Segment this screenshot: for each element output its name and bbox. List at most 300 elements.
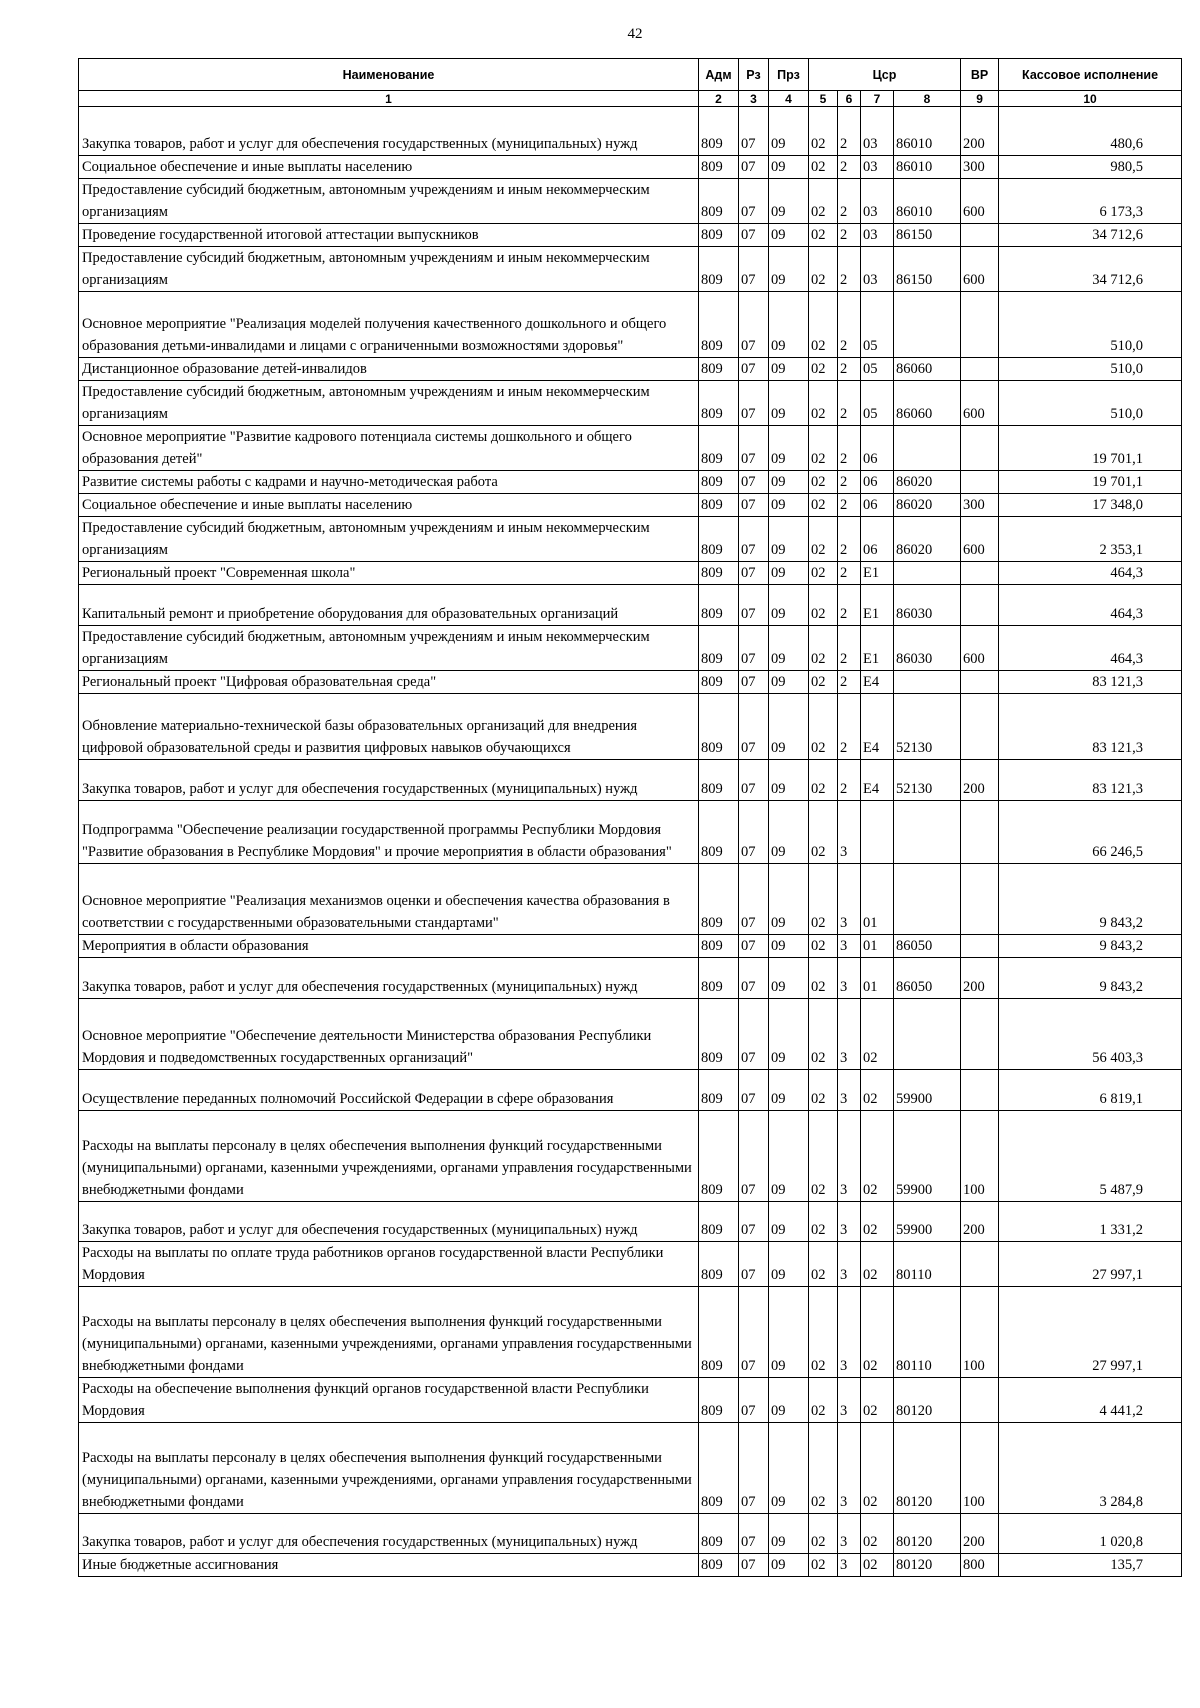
row-csr-direction xyxy=(894,999,961,1070)
table-body xyxy=(79,107,1182,1577)
row-name: Социальное обеспечение и иные выплаты населению xyxy=(79,156,699,179)
header-rz: Рз xyxy=(739,59,769,91)
row-vr: 100 xyxy=(961,1423,999,1514)
table-row xyxy=(79,1070,1182,1111)
row-vr xyxy=(961,358,999,381)
row-rz: 07 xyxy=(739,292,769,358)
row-csr-subprogram: 2 xyxy=(838,760,861,801)
row-csr-subprogram: 2 xyxy=(838,585,861,626)
row-prz: 09 xyxy=(769,1111,809,1202)
row-csr-subprogram: 3 xyxy=(838,999,861,1070)
row-name: Предоставление субсидий бюджетным, автономным учреждениям и иным некоммерческим организациям xyxy=(79,247,699,292)
row-csr-direction: 52130 xyxy=(894,760,961,801)
row-csr-direction: 86150 xyxy=(894,247,961,292)
row-amount: 56 403,3 xyxy=(999,999,1182,1070)
row-prz: 09 xyxy=(769,671,809,694)
row-csr-direction: 59900 xyxy=(894,1070,961,1111)
row-adm: 809 xyxy=(699,426,739,471)
row-vr xyxy=(961,562,999,585)
row-csr-event: 02 xyxy=(861,1287,894,1378)
row-adm: 809 xyxy=(699,381,739,426)
row-vr: 600 xyxy=(961,517,999,562)
row-adm: 809 xyxy=(699,760,739,801)
column-number: 10 xyxy=(999,91,1182,107)
row-prz: 09 xyxy=(769,358,809,381)
row-rz: 07 xyxy=(739,760,769,801)
row-csr-subprogram: 3 xyxy=(838,1514,861,1554)
row-prz: 09 xyxy=(769,224,809,247)
table-row xyxy=(79,1242,1182,1287)
row-csr-event xyxy=(861,801,894,864)
row-vr xyxy=(961,1242,999,1287)
row-rz: 07 xyxy=(739,517,769,562)
row-csr-event: 02 xyxy=(861,1111,894,1202)
row-name: Основное мероприятие "Реализация моделей получения качественного дошкольного и общего образования детьми-инвалидами и лицами с ограниченными возможностями здоровья" xyxy=(79,292,699,358)
table-row xyxy=(79,292,1182,358)
row-csr-program: 02 xyxy=(809,471,838,494)
table-row xyxy=(79,1514,1182,1554)
row-rz: 07 xyxy=(739,1242,769,1287)
row-amount: 5 487,9 xyxy=(999,1111,1182,1202)
row-csr-direction: 59900 xyxy=(894,1202,961,1242)
row-csr-subprogram: 2 xyxy=(838,224,861,247)
row-csr-event: 01 xyxy=(861,864,894,935)
row-prz: 09 xyxy=(769,156,809,179)
row-csr-direction: 80120 xyxy=(894,1554,961,1577)
row-vr xyxy=(961,426,999,471)
row-prz: 09 xyxy=(769,1378,809,1423)
header-row xyxy=(79,59,1182,91)
row-adm: 809 xyxy=(699,471,739,494)
row-vr: 200 xyxy=(961,760,999,801)
row-amount: 19 701,1 xyxy=(999,471,1182,494)
row-adm: 809 xyxy=(699,179,739,224)
row-csr-event: 03 xyxy=(861,156,894,179)
row-amount: 510,0 xyxy=(999,358,1182,381)
row-adm: 809 xyxy=(699,958,739,999)
row-vr: 600 xyxy=(961,179,999,224)
row-csr-program: 02 xyxy=(809,1287,838,1378)
row-adm: 809 xyxy=(699,494,739,517)
row-adm: 809 xyxy=(699,107,739,156)
row-prz: 09 xyxy=(769,1554,809,1577)
row-csr-direction: 86060 xyxy=(894,358,961,381)
row-csr-program: 02 xyxy=(809,999,838,1070)
row-prz: 09 xyxy=(769,626,809,671)
table-row xyxy=(79,1554,1182,1577)
row-csr-event: 02 xyxy=(861,1554,894,1577)
row-rz: 07 xyxy=(739,864,769,935)
row-csr-program: 02 xyxy=(809,426,838,471)
row-rz: 07 xyxy=(739,585,769,626)
column-number: 2 xyxy=(699,91,739,107)
row-csr-subprogram: 2 xyxy=(838,292,861,358)
row-csr-direction: 52130 xyxy=(894,694,961,760)
row-csr-event: E1 xyxy=(861,562,894,585)
row-name: Региональный проект "Цифровая образовательная среда" xyxy=(79,671,699,694)
row-csr-direction: 80120 xyxy=(894,1378,961,1423)
row-csr-subprogram: 2 xyxy=(838,494,861,517)
row-csr-event: 02 xyxy=(861,1070,894,1111)
row-name: Основное мероприятие "Реализация механизмов оценки и обеспечения качества образования в соответствии с государственными образовательными стандартами" xyxy=(79,864,699,935)
row-rz: 07 xyxy=(739,1514,769,1554)
row-vr: 100 xyxy=(961,1287,999,1378)
row-csr-program: 02 xyxy=(809,760,838,801)
row-adm: 809 xyxy=(699,671,739,694)
row-amount: 83 121,3 xyxy=(999,671,1182,694)
row-csr-program: 02 xyxy=(809,1378,838,1423)
table-row xyxy=(79,801,1182,864)
row-vr xyxy=(961,671,999,694)
row-vr xyxy=(961,935,999,958)
row-name: Проведение государственной итоговой аттестации выпускников xyxy=(79,224,699,247)
row-csr-direction xyxy=(894,292,961,358)
row-csr-program: 02 xyxy=(809,107,838,156)
row-csr-event: 06 xyxy=(861,494,894,517)
row-amount: 83 121,3 xyxy=(999,760,1182,801)
row-csr-subprogram: 3 xyxy=(838,935,861,958)
row-adm: 809 xyxy=(699,1378,739,1423)
table-row xyxy=(79,1423,1182,1514)
row-csr-subprogram: 3 xyxy=(838,1554,861,1577)
table-row xyxy=(79,562,1182,585)
row-prz: 09 xyxy=(769,292,809,358)
row-amount: 9 843,2 xyxy=(999,935,1182,958)
row-csr-program: 02 xyxy=(809,358,838,381)
row-vr: 800 xyxy=(961,1554,999,1577)
row-prz: 09 xyxy=(769,1202,809,1242)
row-adm: 809 xyxy=(699,156,739,179)
row-amount: 510,0 xyxy=(999,381,1182,426)
row-vr xyxy=(961,801,999,864)
row-csr-subprogram: 2 xyxy=(838,426,861,471)
row-adm: 809 xyxy=(699,224,739,247)
row-csr-program: 02 xyxy=(809,694,838,760)
table-row xyxy=(79,1287,1182,1378)
header-name: Наименование xyxy=(79,59,699,91)
row-name: Закупка товаров, работ и услуг для обеспечения государственных (муниципальных) нужд xyxy=(79,958,699,999)
row-csr-program: 02 xyxy=(809,1554,838,1577)
row-vr: 200 xyxy=(961,1202,999,1242)
row-amount: 135,7 xyxy=(999,1554,1182,1577)
row-name: Закупка товаров, работ и услуг для обеспечения государственных (муниципальных) нужд xyxy=(79,760,699,801)
row-amount: 9 843,2 xyxy=(999,864,1182,935)
row-csr-event: 02 xyxy=(861,1202,894,1242)
column-number: 4 xyxy=(769,91,809,107)
row-adm: 809 xyxy=(699,626,739,671)
row-prz: 09 xyxy=(769,247,809,292)
row-rz: 07 xyxy=(739,494,769,517)
row-vr xyxy=(961,471,999,494)
row-adm: 809 xyxy=(699,1202,739,1242)
row-rz: 07 xyxy=(739,626,769,671)
row-adm: 809 xyxy=(699,1423,739,1514)
row-name: Расходы на выплаты персоналу в целях обеспечения выполнения функций государственными (муниципальными) органами, казенными учреждениями, органами управления государственными внебюджетными фондами xyxy=(79,1423,699,1514)
row-rz: 07 xyxy=(739,694,769,760)
row-csr-direction: 86030 xyxy=(894,585,961,626)
row-csr-event: 03 xyxy=(861,224,894,247)
row-adm: 809 xyxy=(699,935,739,958)
row-vr xyxy=(961,864,999,935)
row-csr-subprogram: 3 xyxy=(838,1070,861,1111)
row-vr: 300 xyxy=(961,156,999,179)
row-csr-program: 02 xyxy=(809,156,838,179)
row-vr xyxy=(961,292,999,358)
row-csr-event: 02 xyxy=(861,1378,894,1423)
row-amount: 510,0 xyxy=(999,292,1182,358)
row-csr-subprogram: 3 xyxy=(838,1423,861,1514)
row-csr-subprogram: 2 xyxy=(838,671,861,694)
row-vr: 200 xyxy=(961,1514,999,1554)
row-csr-direction xyxy=(894,671,961,694)
row-amount: 3 284,8 xyxy=(999,1423,1182,1514)
row-vr xyxy=(961,999,999,1070)
row-prz: 09 xyxy=(769,381,809,426)
column-number: 9 xyxy=(961,91,999,107)
row-rz: 07 xyxy=(739,224,769,247)
row-rz: 07 xyxy=(739,671,769,694)
row-amount: 17 348,0 xyxy=(999,494,1182,517)
table-row xyxy=(79,358,1182,381)
row-vr: 600 xyxy=(961,381,999,426)
row-csr-subprogram: 2 xyxy=(838,626,861,671)
header-csr: Цср xyxy=(809,59,961,91)
row-rz: 07 xyxy=(739,156,769,179)
row-name: Подпрограмма "Обеспечение реализации государственной программы Республики Мордовия "Развитие образования в Республике Мордовия" и прочие мероприятия в области образования" xyxy=(79,801,699,864)
row-name: Расходы на выплаты персоналу в целях обеспечения выполнения функций государственными (муниципальными) органами, казенными учреждениями, органами управления государственными внебюджетными фондами xyxy=(79,1111,699,1202)
row-prz: 09 xyxy=(769,517,809,562)
row-name: Предоставление субсидий бюджетным, автономным учреждениям и иным некоммерческим организациям xyxy=(79,517,699,562)
table-row xyxy=(79,179,1182,224)
column-number: 7 xyxy=(861,91,894,107)
row-prz: 09 xyxy=(769,958,809,999)
row-csr-program: 02 xyxy=(809,801,838,864)
row-vr xyxy=(961,1378,999,1423)
row-name: Расходы на выплаты по оплате труда работников органов государственной власти Республики Мордовия xyxy=(79,1242,699,1287)
row-vr xyxy=(961,224,999,247)
column-number: 3 xyxy=(739,91,769,107)
column-number: 6 xyxy=(838,91,861,107)
column-number-row xyxy=(79,91,1182,107)
row-prz: 09 xyxy=(769,1070,809,1111)
row-prz: 09 xyxy=(769,426,809,471)
table-row xyxy=(79,958,1182,999)
row-csr-program: 02 xyxy=(809,247,838,292)
row-csr-subprogram: 3 xyxy=(838,801,861,864)
row-amount: 34 712,6 xyxy=(999,247,1182,292)
table-row xyxy=(79,935,1182,958)
row-rz: 07 xyxy=(739,247,769,292)
header-vr: ВР xyxy=(961,59,999,91)
row-rz: 07 xyxy=(739,471,769,494)
row-rz: 07 xyxy=(739,1202,769,1242)
header-adm: Адм xyxy=(699,59,739,91)
row-csr-subprogram: 3 xyxy=(838,1378,861,1423)
table-row xyxy=(79,426,1182,471)
row-name: Основное мероприятие "Развитие кадрового потенциала системы дошкольного и общего образования детей" xyxy=(79,426,699,471)
row-csr-event: 05 xyxy=(861,358,894,381)
row-rz: 07 xyxy=(739,107,769,156)
table-row xyxy=(79,224,1182,247)
row-csr-event: 02 xyxy=(861,1514,894,1554)
row-name: Мероприятия в области образования xyxy=(79,935,699,958)
table-row xyxy=(79,694,1182,760)
row-csr-event: E4 xyxy=(861,694,894,760)
row-prz: 09 xyxy=(769,179,809,224)
row-csr-event: 06 xyxy=(861,471,894,494)
row-csr-subprogram: 3 xyxy=(838,1287,861,1378)
row-rz: 07 xyxy=(739,958,769,999)
row-csr-program: 02 xyxy=(809,381,838,426)
row-name: Закупка товаров, работ и услуг для обеспечения государственных (муниципальных) нужд xyxy=(79,1514,699,1554)
row-csr-subprogram: 3 xyxy=(838,958,861,999)
row-csr-program: 02 xyxy=(809,1242,838,1287)
row-rz: 07 xyxy=(739,381,769,426)
row-rz: 07 xyxy=(739,1378,769,1423)
row-adm: 809 xyxy=(699,1514,739,1554)
row-csr-program: 02 xyxy=(809,1423,838,1514)
column-number: 5 xyxy=(809,91,838,107)
row-adm: 809 xyxy=(699,864,739,935)
row-csr-direction: 86010 xyxy=(894,179,961,224)
row-csr-program: 02 xyxy=(809,1111,838,1202)
row-amount: 9 843,2 xyxy=(999,958,1182,999)
row-adm: 809 xyxy=(699,517,739,562)
row-csr-subprogram: 2 xyxy=(838,517,861,562)
row-adm: 809 xyxy=(699,292,739,358)
row-rz: 07 xyxy=(739,1070,769,1111)
row-amount: 19 701,1 xyxy=(999,426,1182,471)
row-rz: 07 xyxy=(739,1423,769,1514)
row-csr-event: 01 xyxy=(861,935,894,958)
row-vr xyxy=(961,694,999,760)
row-amount: 464,3 xyxy=(999,585,1182,626)
row-rz: 07 xyxy=(739,358,769,381)
row-csr-program: 02 xyxy=(809,224,838,247)
row-csr-subprogram: 2 xyxy=(838,247,861,292)
row-adm: 809 xyxy=(699,1111,739,1202)
row-csr-program: 02 xyxy=(809,864,838,935)
row-csr-direction: 86010 xyxy=(894,107,961,156)
row-csr-program: 02 xyxy=(809,1070,838,1111)
row-csr-subprogram: 2 xyxy=(838,107,861,156)
row-adm: 809 xyxy=(699,1070,739,1111)
row-csr-event: E4 xyxy=(861,760,894,801)
row-csr-direction: 86010 xyxy=(894,156,961,179)
table-row xyxy=(79,156,1182,179)
row-csr-program: 02 xyxy=(809,179,838,224)
row-csr-direction: 86020 xyxy=(894,517,961,562)
row-amount: 1 020,8 xyxy=(999,1514,1182,1554)
row-rz: 07 xyxy=(739,179,769,224)
row-prz: 09 xyxy=(769,935,809,958)
row-amount: 83 121,3 xyxy=(999,694,1182,760)
row-adm: 809 xyxy=(699,801,739,864)
row-name: Социальное обеспечение и иные выплаты населению xyxy=(79,494,699,517)
row-csr-subprogram: 2 xyxy=(838,156,861,179)
row-adm: 809 xyxy=(699,358,739,381)
row-prz: 09 xyxy=(769,494,809,517)
header-amount: Кассовое исполнение xyxy=(999,59,1182,91)
row-csr-program: 02 xyxy=(809,626,838,671)
row-amount: 1 331,2 xyxy=(999,1202,1182,1242)
row-csr-event: 03 xyxy=(861,247,894,292)
row-vr: 100 xyxy=(961,1111,999,1202)
row-rz: 07 xyxy=(739,426,769,471)
row-prz: 09 xyxy=(769,1423,809,1514)
row-csr-program: 02 xyxy=(809,1202,838,1242)
row-name: Обновление материально-технической базы образовательных организаций для внедрения цифровой образовательной среды и развития цифровых навыков обучающихся xyxy=(79,694,699,760)
row-csr-subprogram: 3 xyxy=(838,1242,861,1287)
column-number: 8 xyxy=(894,91,961,107)
row-csr-program: 02 xyxy=(809,494,838,517)
row-csr-program: 02 xyxy=(809,292,838,358)
table-row xyxy=(79,864,1182,935)
row-amount: 34 712,6 xyxy=(999,224,1182,247)
row-csr-event: 03 xyxy=(861,179,894,224)
row-csr-subprogram: 3 xyxy=(838,1202,861,1242)
row-prz: 09 xyxy=(769,760,809,801)
row-rz: 07 xyxy=(739,1554,769,1577)
row-adm: 809 xyxy=(699,1242,739,1287)
row-csr-program: 02 xyxy=(809,562,838,585)
row-adm: 809 xyxy=(699,694,739,760)
row-prz: 09 xyxy=(769,694,809,760)
row-csr-subprogram: 3 xyxy=(838,864,861,935)
row-prz: 09 xyxy=(769,1514,809,1554)
row-csr-direction: 80110 xyxy=(894,1242,961,1287)
row-prz: 09 xyxy=(769,562,809,585)
row-name: Предоставление субсидий бюджетным, автономным учреждениям и иным некоммерческим организациям xyxy=(79,381,699,426)
row-prz: 09 xyxy=(769,107,809,156)
row-csr-subprogram: 2 xyxy=(838,358,861,381)
row-amount: 2 353,1 xyxy=(999,517,1182,562)
budget-table xyxy=(78,58,1182,1577)
table-row xyxy=(79,1202,1182,1242)
row-adm: 809 xyxy=(699,247,739,292)
row-csr-event: 05 xyxy=(861,292,894,358)
row-prz: 09 xyxy=(769,471,809,494)
row-rz: 07 xyxy=(739,1287,769,1378)
row-rz: 07 xyxy=(739,562,769,585)
table-row xyxy=(79,671,1182,694)
row-rz: 07 xyxy=(739,999,769,1070)
row-csr-direction xyxy=(894,562,961,585)
row-csr-event: E1 xyxy=(861,626,894,671)
row-csr-subprogram: 2 xyxy=(838,471,861,494)
row-prz: 09 xyxy=(769,585,809,626)
row-adm: 809 xyxy=(699,562,739,585)
row-vr: 300 xyxy=(961,494,999,517)
table-row xyxy=(79,517,1182,562)
row-csr-direction: 86060 xyxy=(894,381,961,426)
row-prz: 09 xyxy=(769,999,809,1070)
table-row xyxy=(79,1378,1182,1423)
table-row xyxy=(79,494,1182,517)
row-csr-event: 06 xyxy=(861,517,894,562)
row-csr-program: 02 xyxy=(809,585,838,626)
row-csr-direction: 80120 xyxy=(894,1514,961,1554)
row-amount: 4 441,2 xyxy=(999,1378,1182,1423)
row-name: Предоставление субсидий бюджетным, автономным учреждениям и иным некоммерческим организациям xyxy=(79,179,699,224)
table-row xyxy=(79,1111,1182,1202)
row-name: Закупка товаров, работ и услуг для обеспечения государственных (муниципальных) нужд xyxy=(79,107,699,156)
row-vr xyxy=(961,1070,999,1111)
row-name: Региональный проект "Современная школа" xyxy=(79,562,699,585)
row-vr: 200 xyxy=(961,107,999,156)
row-csr-direction: 86030 xyxy=(894,626,961,671)
row-csr-subprogram: 2 xyxy=(838,562,861,585)
